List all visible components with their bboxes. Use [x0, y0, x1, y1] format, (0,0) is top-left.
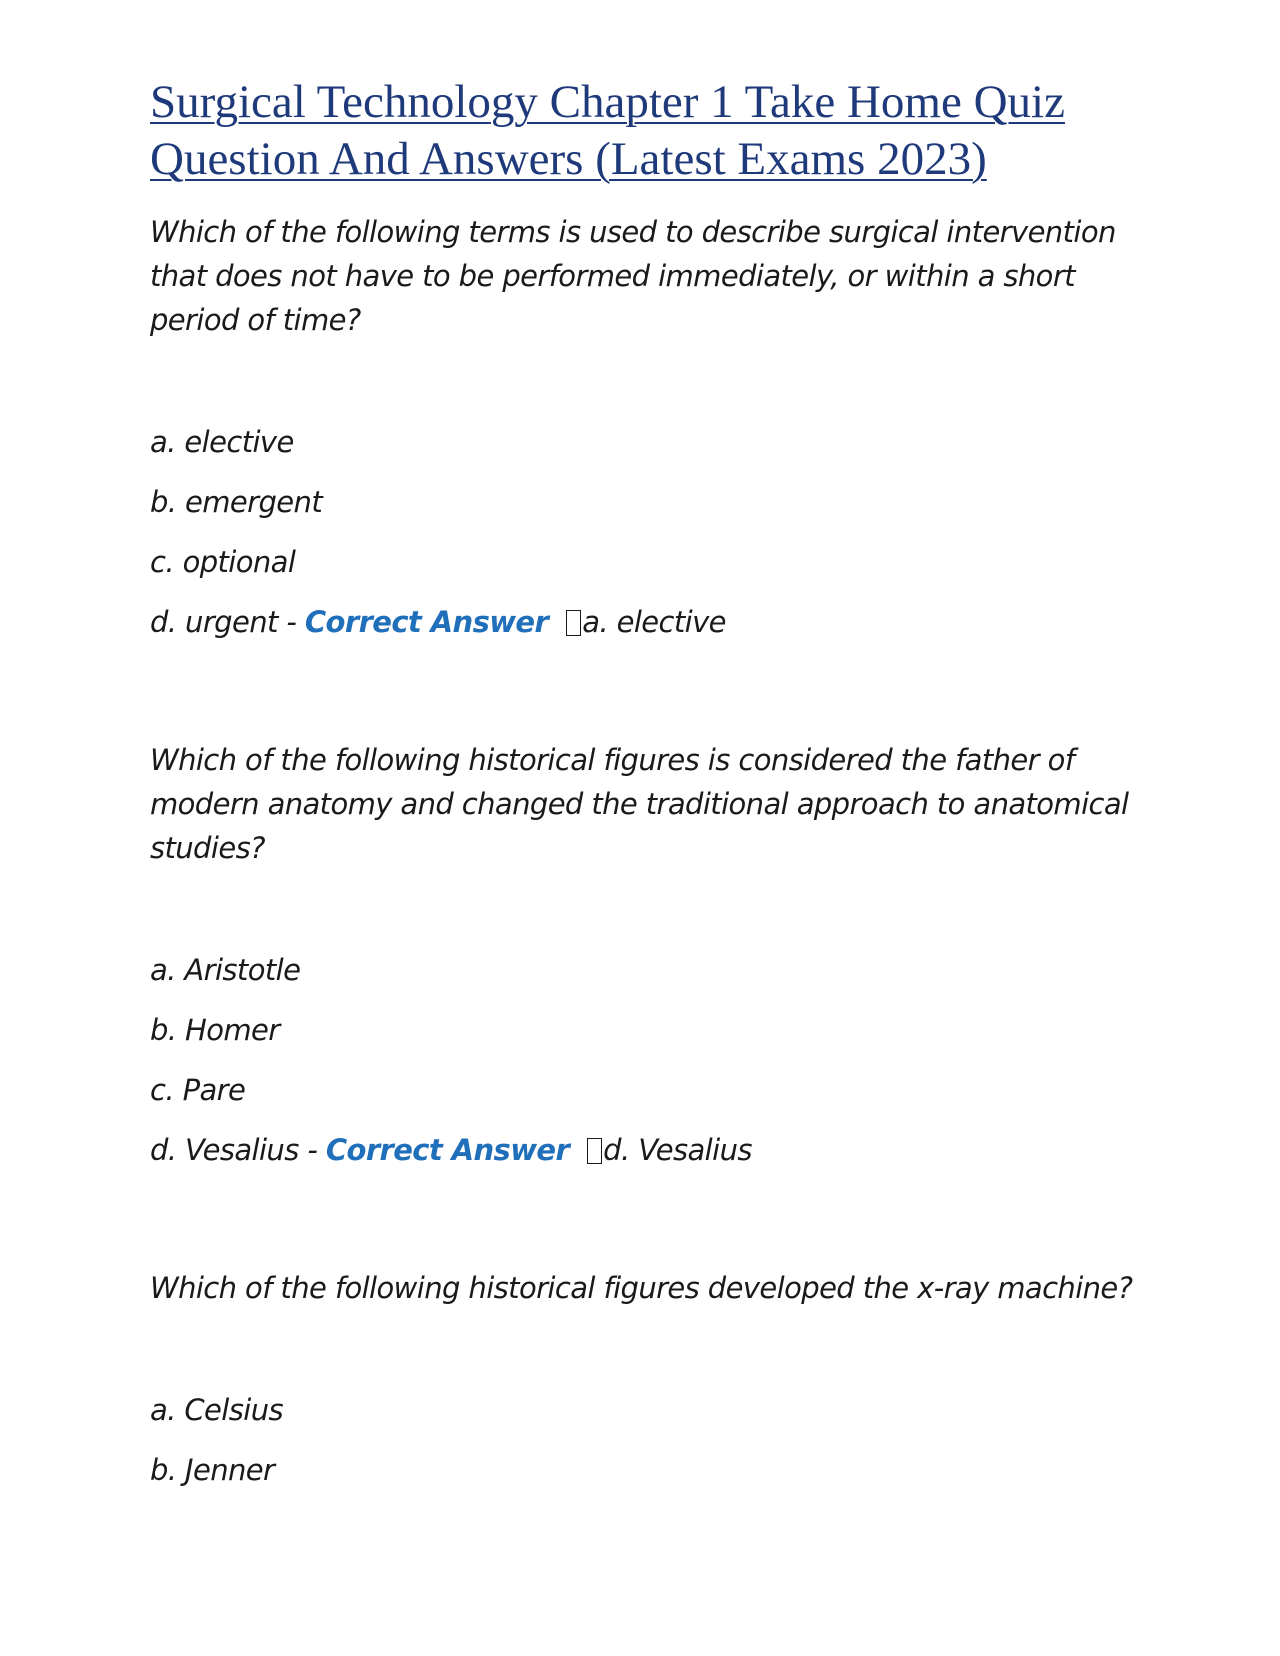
correct-answer-value: a. elective [582, 605, 726, 639]
question-text: Which of the following terms is used to describe surgical intervention that does not have to be performed immediately, or within a short period of time? [150, 215, 1116, 337]
question-block [150, 210, 1140, 644]
separator: - [277, 605, 305, 639]
missing-glyph-box-icon [566, 610, 581, 636]
missing-glyph-box-icon [587, 1138, 602, 1164]
correct-answer-label: Correct Answer [304, 605, 549, 639]
question-text: Which of the following historical figures is considered the father of modern anatomy and changed the traditional approach to anatomical studies? [150, 743, 1129, 865]
document-title[interactable]: Surgical Technology Chapter 1 Take Home Quiz Question And Answers (Latest Exams 2023) [150, 76, 1065, 185]
option-item: c. Pare [150, 1073, 246, 1107]
question-block [150, 738, 1140, 1172]
option-item: b. Homer [150, 1013, 280, 1047]
correct-answer-label: Correct Answer [325, 1133, 570, 1167]
option-item: c. optional [150, 545, 296, 579]
document-page [150, 74, 1140, 1508]
option-item: a. elective [150, 425, 294, 459]
option-item: a. Celsius [150, 1393, 284, 1427]
separator: - [298, 1133, 326, 1167]
option-item: d. urgent [150, 605, 278, 639]
option-item: a. Aristotle [150, 953, 301, 987]
question-text: Which of the following historical figures developed the x-ray machine? [150, 1271, 1133, 1305]
option-item-with-answer [150, 600, 1140, 644]
correct-answer-value: d. Vesalius [603, 1133, 752, 1167]
option-item: b. Jenner [150, 1453, 275, 1487]
option-item: b. emergent [150, 485, 323, 519]
option-item: d. Vesalius [150, 1133, 299, 1167]
question-block [150, 1266, 1140, 1492]
option-item-with-answer [150, 1128, 1140, 1172]
